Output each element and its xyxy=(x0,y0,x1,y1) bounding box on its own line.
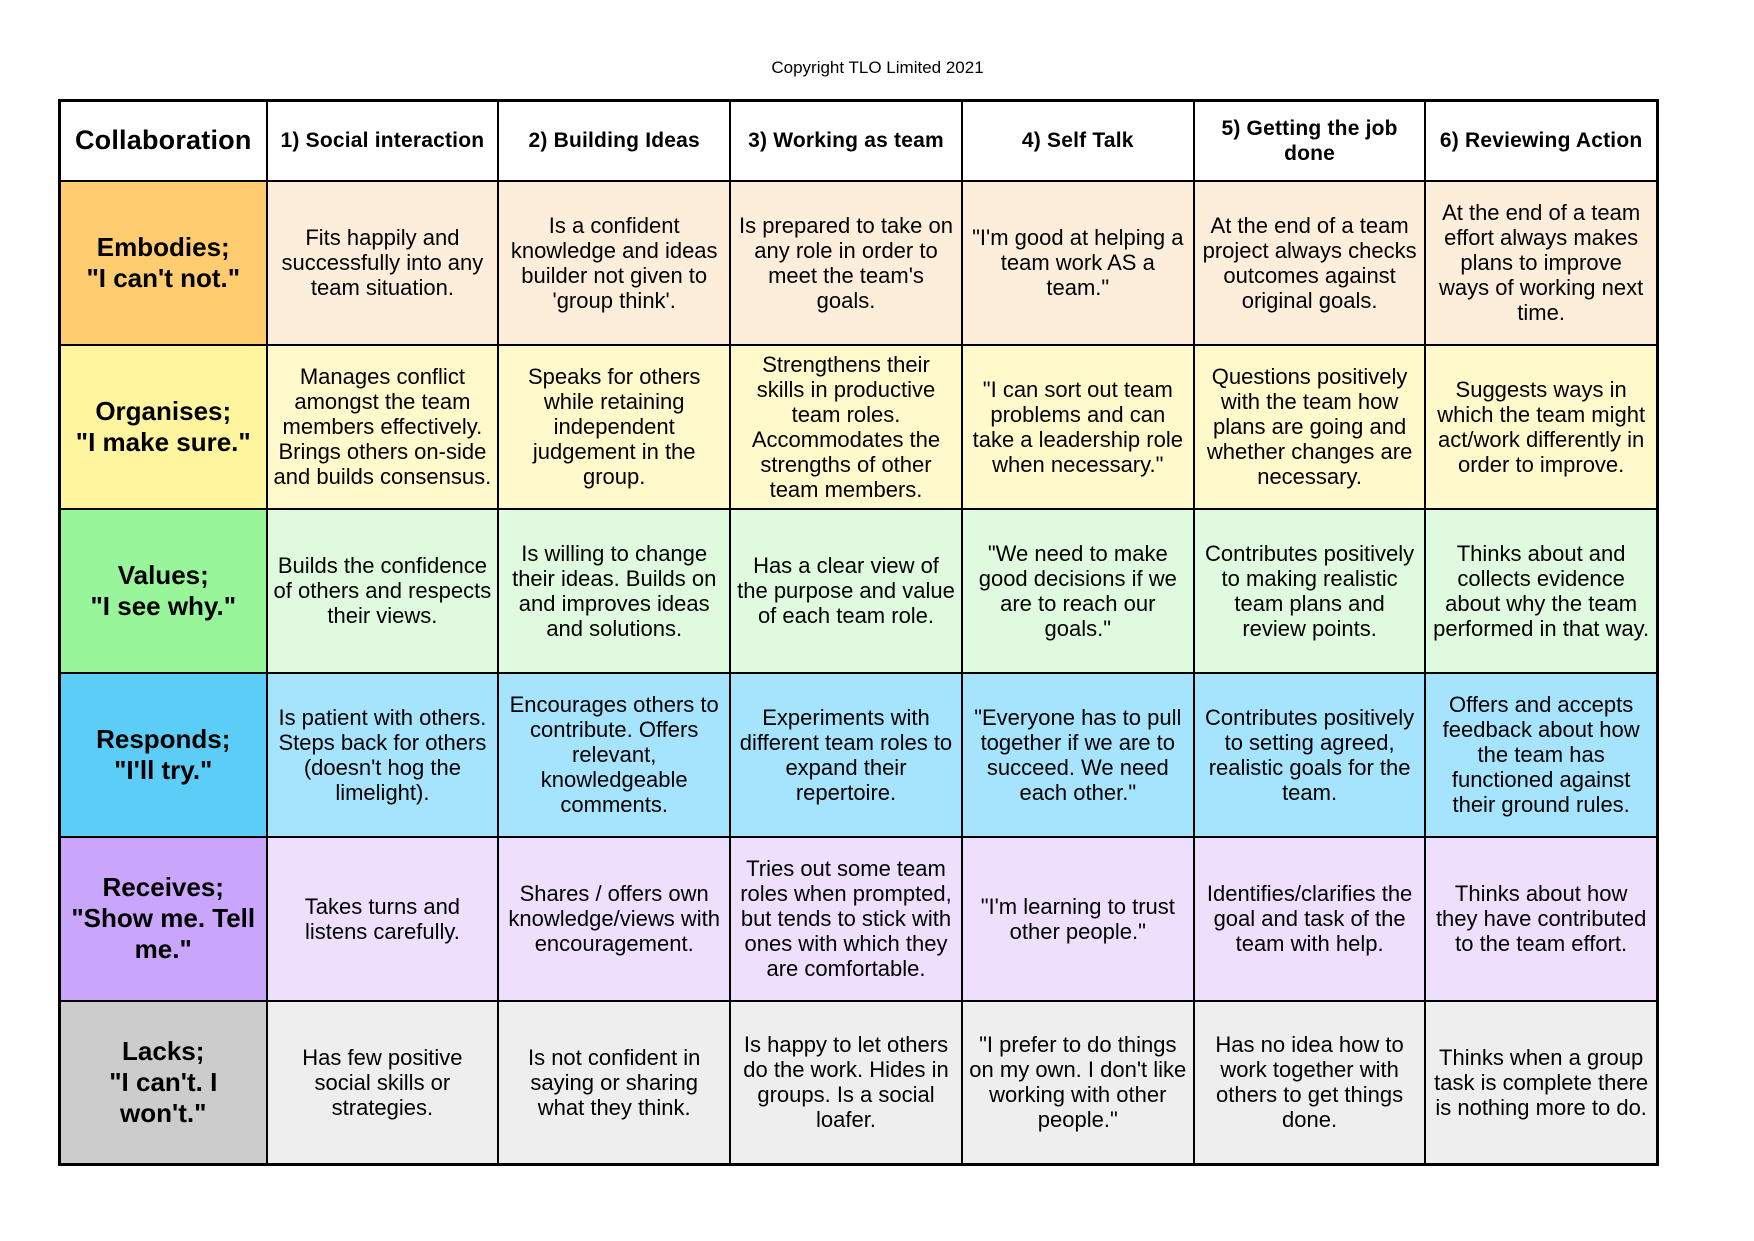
level-name: Receives; xyxy=(102,872,224,902)
level-label-responds xyxy=(60,673,267,837)
level-quote: "I can't not." xyxy=(86,262,241,293)
descriptor-cell: Experiments with different team roles to expand their repertoire. xyxy=(730,673,962,837)
level-name: Embodies; xyxy=(96,231,230,262)
descriptor-cell: Strengthens their skills in productive team roles. Accommodates the strengths of other team members. xyxy=(730,345,962,509)
level-quote: "I can't. I won't." xyxy=(109,1066,218,1128)
level-quote: "I'll try." xyxy=(114,754,213,785)
descriptor-cell: "I'm learning to trust other people." xyxy=(962,837,1194,1001)
descriptor-cell: Thinks about and collects evidence about why the team performed in that way. xyxy=(1425,509,1657,673)
descriptor-cell: At the end of a team project always checks outcomes against original goals. xyxy=(1194,181,1426,345)
level-row-receives xyxy=(60,837,1658,1001)
level-quote: "Show me. Tell me." xyxy=(71,903,256,964)
level-row-values xyxy=(60,509,1658,673)
descriptor-cell: Contributes positively to making realistic team plans and review points. xyxy=(1194,509,1426,673)
level-quote: "I make sure." xyxy=(75,426,251,457)
descriptor-cell: Shares / offers own knowledge/views with encouragement. xyxy=(498,837,730,1001)
level-row-organises xyxy=(60,345,1658,509)
descriptor-cell: Is a confident knowledge and ideas builder not given to 'group think'. xyxy=(498,181,730,345)
level-name: Values; xyxy=(117,559,209,590)
descriptor-cell: Contributes positively to setting agreed, realistic goals for the team. xyxy=(1194,673,1426,837)
descriptor-cell: Is prepared to take on any role in order to meet the team's goals. xyxy=(730,181,962,345)
level-label-values xyxy=(60,509,267,673)
level-label-organises xyxy=(60,345,267,509)
descriptor-cell: "Everyone has to pull together if we are to succeed. We need each other." xyxy=(962,673,1194,837)
descriptor-cell: Suggests ways in which the team might act/work differently in order to improve. xyxy=(1425,345,1657,509)
column-header-building-ideas: 2) Building Ideas xyxy=(498,101,730,181)
descriptor-cell: Identifies/clarifies the goal and task of the team with help. xyxy=(1194,837,1426,1001)
descriptor-cell: Takes turns and listens carefully. xyxy=(267,837,499,1001)
descriptor-cell: Fits happily and successfully into any team situation. xyxy=(267,181,499,345)
descriptor-cell: Builds the confidence of others and respects their views. xyxy=(267,509,499,673)
descriptor-cell: Encourages others to contribute. Offers relevant, knowledgeable comments. xyxy=(498,673,730,837)
descriptor-cell: Speaks for others while retaining independent judgement in the group. xyxy=(498,345,730,509)
descriptor-cell: Is willing to change their ideas. Builds on and improves ideas and solutions. xyxy=(498,509,730,673)
descriptor-cell: Is happy to let others do the work. Hides in groups. Is a social loafer. xyxy=(730,1001,962,1165)
descriptor-cell: "I prefer to do things on my own. I don't like working with other people." xyxy=(962,1001,1194,1165)
level-quote: "I see why." xyxy=(90,590,237,621)
descriptor-cell: Offers and accepts feedback about how the team has functioned against their ground rules. xyxy=(1425,673,1657,837)
level-row-responds xyxy=(60,673,1658,837)
header-row xyxy=(60,101,1658,181)
level-name: Organises; xyxy=(95,395,232,426)
copyright-text: Copyright TLO Limited 2021 xyxy=(771,58,984,77)
descriptor-cell: Manages conflict amongst the team members effectively. Brings others on-side and builds consensus. xyxy=(267,345,499,509)
descriptor-cell: Is patient with others. Steps back for others (doesn't hog the limelight). xyxy=(267,673,499,837)
copyright-notice xyxy=(0,58,1754,78)
descriptor-cell: "I can sort out team problems and can take a leadership role when necessary." xyxy=(962,345,1194,509)
level-name: Lacks; xyxy=(122,1035,205,1066)
column-header-getting-job-done: 5) Getting the job done xyxy=(1194,101,1426,181)
descriptor-cell: Has few positive social skills or strategies. xyxy=(267,1001,499,1165)
descriptor-cell: At the end of a team effort always makes plans to improve ways of working next time. xyxy=(1425,181,1657,345)
descriptor-cell: Questions positively with the team how plans are going and whether changes are necessary. xyxy=(1194,345,1426,509)
level-label-receives xyxy=(60,837,267,1001)
level-row-lacks xyxy=(60,1001,1658,1165)
column-header-reviewing-action: 6) Reviewing Action xyxy=(1425,101,1657,181)
descriptor-cell: Has no idea how to work together with others to get things done. xyxy=(1194,1001,1426,1165)
column-header-self-talk: 4) Self Talk xyxy=(962,101,1194,181)
collaboration-rubric-table xyxy=(58,99,1659,1166)
level-label-lacks xyxy=(60,1001,267,1165)
column-header-working-as-team: 3) Working as team xyxy=(730,101,962,181)
descriptor-cell: Thinks when a group task is complete there is nothing more to do. xyxy=(1425,1001,1657,1165)
descriptor-cell: "We need to make good decisions if we are to reach our goals." xyxy=(962,509,1194,673)
descriptor-cell: Thinks about how they have contributed to the team effort. xyxy=(1425,837,1657,1001)
descriptor-cell: Is not confident in saying or sharing what they think. xyxy=(498,1001,730,1165)
corner-title: Collaboration xyxy=(60,101,267,181)
level-row-embodies xyxy=(60,181,1658,345)
level-label-embodies xyxy=(60,181,267,345)
descriptor-cell: Tries out some team roles when prompted, but tends to stick with ones with which they are comfortable. xyxy=(730,837,962,1001)
level-name: Responds; xyxy=(96,723,231,754)
column-header-social-interaction: 1) Social interaction xyxy=(267,101,499,181)
descriptor-cell: "I'm good at helping a team work AS a team." xyxy=(962,181,1194,345)
descriptor-cell: Has a clear view of the purpose and value of each team role. xyxy=(730,509,962,673)
